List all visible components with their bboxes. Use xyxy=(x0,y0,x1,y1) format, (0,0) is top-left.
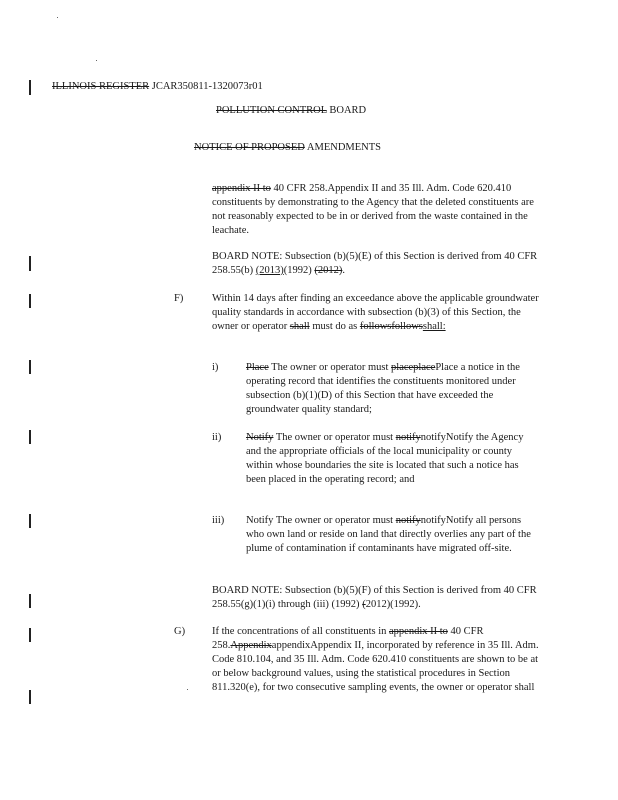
board-header xyxy=(216,104,366,118)
body-text: Place a notice in the operating record that identifies the constituents monitored under subsection (b)(1)(D) of this Section that have exceeded the groundwater quality standard; xyxy=(246,362,520,415)
change-bar xyxy=(29,628,31,642)
struck-text: ( xyxy=(362,599,366,610)
body-text: 40 CFR 258.Appendix II and 35 Ill. Adm. Code 620.410 constituents by demonstrating to the Agency that the deleted constituents are not reasonably expected to be in or derived from the waste contained in the leachate. xyxy=(212,183,534,236)
body-text: 2012)(1992). xyxy=(365,599,421,610)
scan-speck xyxy=(187,689,188,690)
scan-speck xyxy=(96,60,97,61)
change-bar xyxy=(29,256,31,271)
body-text: notifyNotify the Agency and the appropriate officials of the local municipality or county within whose boundaries the site is located that such a notice has been placed in the operating record; and xyxy=(246,432,524,485)
board-tail: BOARD xyxy=(326,105,367,116)
struck-text: Appendix xyxy=(230,640,272,651)
board-note-e xyxy=(212,250,542,278)
body-text: BOARD NOTE: Subsection (b)(5)(F) of this Section is derived from 40 CFR 258.55( xyxy=(212,585,537,610)
register-struck-text: ILLINOIS REGISTER xyxy=(52,81,150,92)
body-text: The owner or operator must xyxy=(273,432,396,443)
body-text: BOARD NOTE: Subsection (b)(5)(E) of this Section is derived from 40 CFR 258.55(b) xyxy=(212,251,538,276)
inserted-text: shall: xyxy=(422,321,446,332)
struck-text: Notify xyxy=(246,432,274,443)
change-bar xyxy=(29,594,31,608)
body-text: The owner or operator must xyxy=(268,362,392,373)
board-struck-text: POLLUTION CONTROL xyxy=(216,105,327,116)
jcar-code: JCAR350811-1320073r01 xyxy=(151,81,263,92)
body-text: (1992) xyxy=(283,265,315,276)
body-text: 40 CFR 258. xyxy=(212,626,484,651)
notice-header xyxy=(194,141,381,155)
board-note-f xyxy=(212,584,542,612)
change-bar xyxy=(29,294,31,308)
struck-text: placeplace xyxy=(391,362,436,373)
item-ii-text xyxy=(246,431,540,487)
struck-text: notify xyxy=(395,432,421,443)
change-bar xyxy=(29,80,31,95)
change-bar xyxy=(29,514,31,528)
notice-struck-text: NOTICE OF PROPOSED xyxy=(194,142,305,153)
struck-text: notify xyxy=(395,515,421,526)
item-label-ii: ii) xyxy=(212,432,222,443)
struck-text: (2012) xyxy=(314,265,343,276)
paragraph-appendix xyxy=(212,182,542,238)
struck-text: Place xyxy=(246,362,269,373)
register-header xyxy=(52,80,263,94)
subsection-label-g: G) xyxy=(174,626,186,637)
body-text: )(1)(i) through (iii) (1992) xyxy=(249,599,363,610)
body-text: Within 14 days after finding an exceedance above the applicable groundwater quality standards in accordance with subsection (b)(3) of this Section, the owner or operator xyxy=(212,293,539,332)
struck-text: appendix II to xyxy=(212,183,271,194)
item-i-text xyxy=(246,361,540,417)
item-label-iii: iii) xyxy=(212,515,225,526)
body-text: If the concentrations of all constituents in xyxy=(212,626,389,637)
subsection-f-text xyxy=(212,292,542,334)
struck-text: followsfollows xyxy=(359,321,423,332)
inserted-text: (2013) xyxy=(255,265,284,276)
subsection-label-f: F) xyxy=(174,293,184,304)
change-bar xyxy=(29,690,31,704)
change-bar xyxy=(29,430,31,444)
scan-speck xyxy=(57,17,58,18)
change-bar xyxy=(29,360,31,374)
notice-tail: AMENDMENTS xyxy=(304,142,381,153)
subsection-g-text xyxy=(212,625,542,695)
item-iii-text xyxy=(246,514,540,556)
body-text: . xyxy=(342,265,345,276)
struck-text: appendix II to xyxy=(389,626,448,637)
body-text: notifyNotify all persons who own land or reside on land that directly overlies any part of the plume of contamination if contaminants have migrated off-site. xyxy=(246,515,531,554)
struck-text: shall xyxy=(289,321,310,332)
body-text: must do as xyxy=(309,321,360,332)
body-text: Notify The owner or operator must xyxy=(246,515,396,526)
item-label-i: i) xyxy=(212,362,219,373)
body-text: appendixAppendix II, incorporated by reference in 35 Ill. Adm. Code 810.104, and 35 Ill. Adm. Code 620.410 constituents are shown to be at or below background values, using the statistical procedures in Section 811.320(e), for two consecutive sampling events, the owner or operator shall xyxy=(212,640,539,693)
inserted-text: g xyxy=(244,599,250,610)
